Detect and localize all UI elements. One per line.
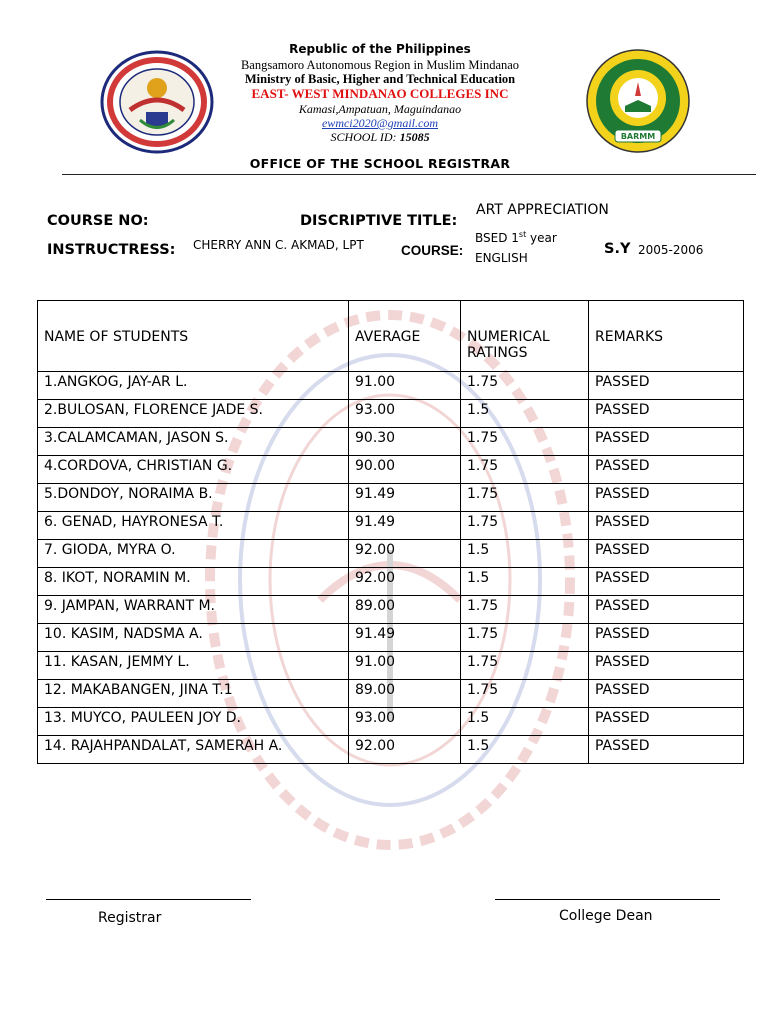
remarks-cell: PASSED [589, 652, 744, 680]
grades-table [37, 300, 744, 764]
student-name-cell: 7. GIODA, MYRA O. [38, 540, 349, 568]
region-heading: Bangsamoro Autonomous Region in Muslim Mindanao [240, 58, 520, 72]
student-name-cell: 6. GENAD, HAYRONESA T. [38, 512, 349, 540]
table-row [38, 596, 744, 624]
table-row [38, 456, 744, 484]
school-id-value: 15085 [399, 130, 430, 144]
numerical-rating-cell: 1.75 [461, 596, 589, 624]
table-row [38, 372, 744, 400]
numerical-rating-cell: 1.75 [461, 680, 589, 708]
average-cell: 91.49 [349, 512, 461, 540]
average-cell: 93.00 [349, 400, 461, 428]
ministry-heading: Ministry of Basic, Higher and Technical Education [244, 72, 516, 86]
numerical-rating-cell: 1.5 [461, 708, 589, 736]
email-text[interactable]: ewmci2020@gmail.com [321, 116, 439, 130]
numerical-rating-cell: 1.75 [461, 456, 589, 484]
remarks-cell: PASSED [589, 736, 744, 764]
average-cell: 90.00 [349, 456, 461, 484]
college-email-link[interactable] [180, 116, 580, 131]
student-name-cell: 11. KASAN, JEMMY L. [38, 652, 349, 680]
average-cell: 92.00 [349, 736, 461, 764]
school-id [180, 130, 580, 145]
table-row [38, 400, 744, 428]
remarks-cell: PASSED [589, 484, 744, 512]
average-cell: 91.49 [349, 624, 461, 652]
registrar-label: Registrar [98, 910, 162, 926]
remarks-cell: PASSED [589, 372, 744, 400]
header-divider [62, 174, 756, 175]
numerical-rating-cell: 1.75 [461, 484, 589, 512]
numerical-rating-cell: 1.75 [461, 428, 589, 456]
average-cell: 92.00 [349, 540, 461, 568]
numerical-rating-cell: 1.5 [461, 736, 589, 764]
table-row [38, 540, 744, 568]
table-row [38, 652, 744, 680]
remarks-cell: PASSED [589, 456, 744, 484]
course-label: COURSE: [401, 243, 464, 258]
average-cell: 91.00 [349, 652, 461, 680]
course-value-prefix: BSED 1 [475, 231, 519, 245]
dean-label: College Dean [559, 908, 653, 924]
student-name-cell: 1.ANGKOG, JAY-AR L. [38, 372, 349, 400]
svg-text:BARMM: BARMM [620, 132, 656, 141]
header-remarks: REMARKS [589, 301, 744, 372]
table-row [38, 624, 744, 652]
table-row [38, 484, 744, 512]
remarks-cell: PASSED [589, 568, 744, 596]
college-name: EAST- WEST MINDANAO COLLEGES INC [251, 86, 509, 101]
average-cell: 93.00 [349, 708, 461, 736]
student-name-cell: 13. MUYCO, PAULEEN JOY D. [38, 708, 349, 736]
school-year-value: 2005-2006 [638, 243, 704, 257]
average-cell: 90.30 [349, 428, 461, 456]
instructress-label: INSTRUCTRESS: [47, 242, 176, 258]
table-row [38, 512, 744, 540]
average-cell: 91.00 [349, 372, 461, 400]
remarks-cell: PASSED [589, 596, 744, 624]
student-name-cell: 5.DONDOY, NORAIMA B. [38, 484, 349, 512]
numerical-rating-cell: 1.75 [461, 624, 589, 652]
remarks-cell: PASSED [589, 680, 744, 708]
average-cell: 92.00 [349, 568, 461, 596]
student-name-cell: 14. RAJAHPANDALAT, SAMERAH A. [38, 736, 349, 764]
student-name-cell: 2.BULOSAN, FLORENCE JADE S. [38, 400, 349, 428]
table-row [38, 736, 744, 764]
republic-heading: Republic of the Philippines [289, 42, 471, 56]
table-row [38, 568, 744, 596]
dean-signature-line [495, 899, 720, 900]
remarks-cell: PASSED [589, 512, 744, 540]
course-value-suffix: year [526, 231, 557, 245]
student-name-cell: 8. IKOT, NORAMIN M. [38, 568, 349, 596]
student-name-cell: 10. KASIM, NADSMA A. [38, 624, 349, 652]
average-cell: 89.00 [349, 596, 461, 624]
course-no-label: COURSE NO: [47, 213, 149, 229]
numerical-rating-cell: 1.75 [461, 512, 589, 540]
descriptive-title-label: DISCRIPTIVE TITLE: [300, 213, 458, 229]
barmm-logo [585, 48, 691, 154]
average-cell: 91.49 [349, 484, 461, 512]
numerical-rating-cell: 1.5 [461, 540, 589, 568]
school-id-label: SCHOOL ID: [330, 130, 400, 144]
table-header-row [38, 301, 744, 372]
remarks-cell: PASSED [589, 428, 744, 456]
college-address: Kamasi,Ampatuan, Maguindanao [298, 102, 462, 116]
table-row [38, 428, 744, 456]
numerical-rating-cell: 1.5 [461, 568, 589, 596]
header-name: NAME OF STUDENTS [38, 301, 349, 372]
table-row [38, 708, 744, 736]
instructress-value: CHERRY ANN C. AKMAD, LPT [193, 238, 364, 252]
remarks-cell: PASSED [589, 400, 744, 428]
office-title: OFFICE OF THE SCHOOL REGISTRAR [249, 156, 511, 171]
header-average: AVERAGE [349, 301, 461, 372]
descriptive-title-value: ART APPRECIATION [476, 202, 609, 218]
remarks-cell: PASSED [589, 708, 744, 736]
student-name-cell: 3.CALAMCAMAN, JASON S. [38, 428, 349, 456]
registrar-signature-line [46, 899, 251, 900]
numerical-rating-cell: 1.5 [461, 400, 589, 428]
course-value [475, 230, 557, 245]
header-numerical-ratings: NUMERICAL RATINGS [461, 301, 589, 372]
average-cell: 89.00 [349, 680, 461, 708]
student-name-cell: 9. JAMPAN, WARRANT M. [38, 596, 349, 624]
remarks-cell: PASSED [589, 540, 744, 568]
student-name-cell: 12. MAKABANGEN, JINA T.1 [38, 680, 349, 708]
student-name-cell: 4.CORDOVA, CHRISTIAN G. [38, 456, 349, 484]
course-value-sup: st [518, 230, 527, 239]
numerical-rating-cell: 1.75 [461, 652, 589, 680]
remarks-cell: PASSED [589, 624, 744, 652]
course-major: ENGLISH [475, 251, 528, 265]
table-row [38, 680, 744, 708]
numerical-rating-cell: 1.75 [461, 372, 589, 400]
school-year-label: S.Y [604, 241, 631, 257]
